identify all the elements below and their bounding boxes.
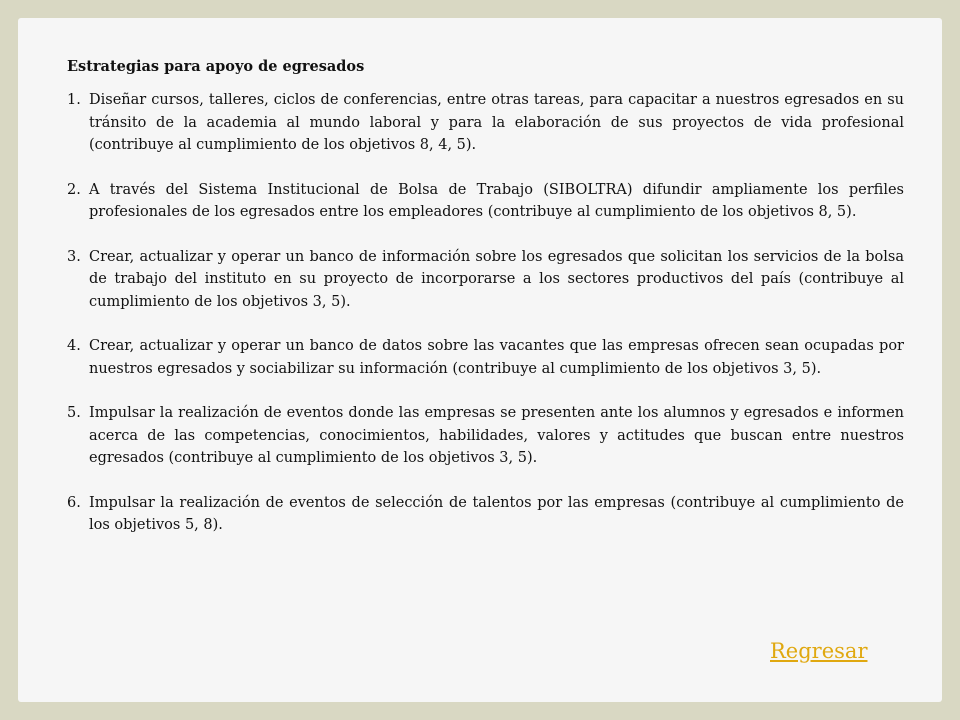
document-content: [67, 56, 904, 559]
item-number: 6.: [67, 494, 81, 511]
strategy-list: [67, 89, 904, 537]
strategy-item: [67, 492, 904, 537]
strategy-item: [67, 335, 904, 380]
item-text: Impulsar la realización de eventos donde las empresas se presenten ante los alumnos y egresados e informen acerca de las competencias, conocimientos, habilidades, valores y actitudes que buscan entre nuestros egresados (contribuye al cumplimiento de los objetivos 3, 5).: [89, 405, 904, 466]
document-title: Estrategias para apoyo de egresados: [67, 58, 365, 75]
item-text: Crear, actualizar y operar un banco de datos sobre las vacantes que las empresas ofrecen sean ocupadas por nuestros egresados y sociabilizar su información (contribuye al cumplimiento de los objetivos 3, 5).: [89, 338, 904, 377]
strategy-item: [67, 179, 904, 224]
slide: [18, 18, 942, 702]
item-number: 5.: [67, 405, 81, 421]
item-number: 2.: [67, 181, 81, 198]
item-number: 4.: [67, 338, 81, 354]
strategy-item: [67, 89, 904, 157]
item-number: 1.: [67, 92, 81, 108]
item-text: Impulsar la realización de eventos de selección de talentos por las empresas (contribuye al cumplimiento de los objetivos 5, 8).: [89, 494, 904, 533]
item-text: Crear, actualizar y operar un banco de información sobre los egresados que solicitan los servicios de la bolsa de trabajo del instituto en su proyecto de incorporarse a los sectores productivos del país (contribuye al cumplimiento de los objetivos 3, 5).: [89, 248, 904, 310]
strategy-item: [67, 246, 904, 314]
item-number: 3.: [67, 248, 81, 265]
item-text: Diseñar cursos, talleres, ciclos de conferencias, entre otras tareas, para capacitar a nuestros egresados en su tránsito de la academia al mundo laboral y para la elaboración de sus proyectos de vida profesional (contribuye al cumplimiento de los objetivos 8, 4, 5).: [89, 92, 904, 153]
item-text: A través del Sistema Institucional de Bolsa de Trabajo (SIBOLTRA) difundir ampliamente los perfiles profesionales de los egresados entre los empleadores (contribuye al cumplimiento de los objetivos 8, 5).: [89, 181, 904, 220]
strategy-item: [67, 402, 904, 470]
back-link[interactable]: Regresar: [770, 639, 868, 663]
